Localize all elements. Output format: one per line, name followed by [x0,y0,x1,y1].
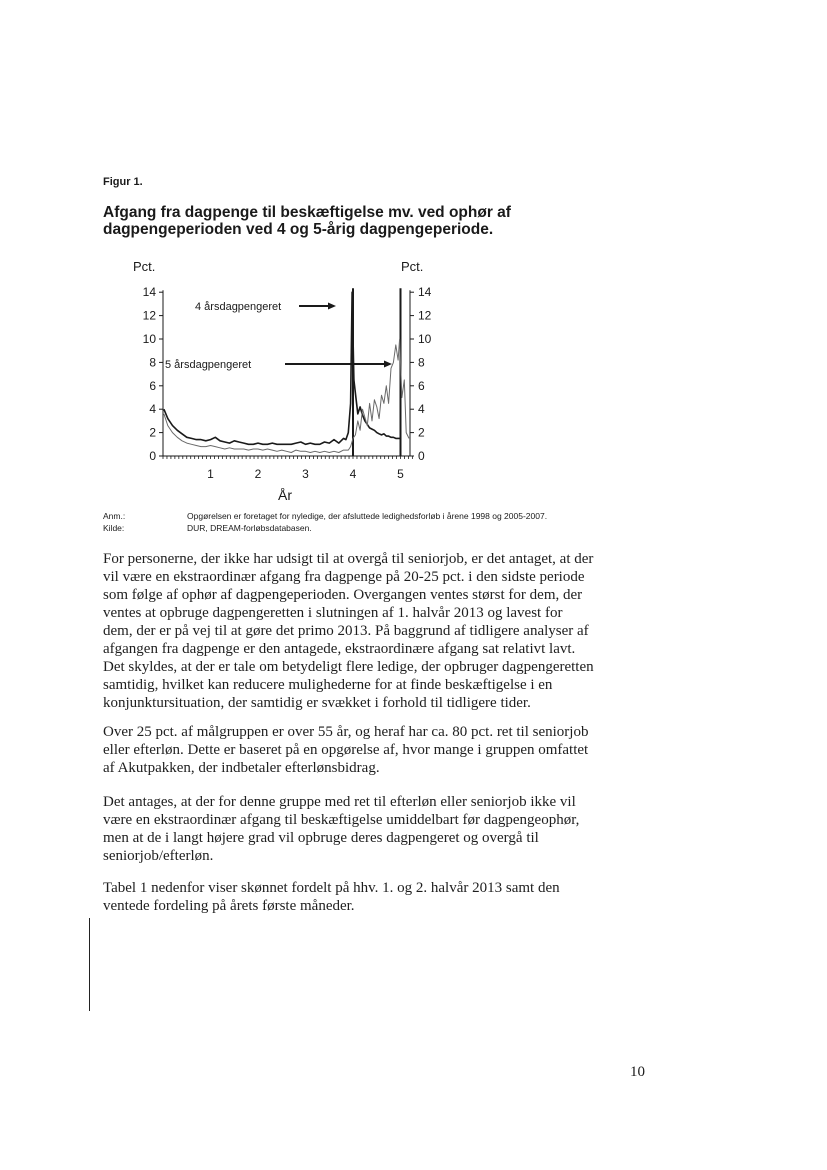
note-anm-text: Opgørelsen er foretaget for nyledige, der afsluttede ledighedsforløb i årene 1998 og 2005-2007. [187,511,548,521]
y-tick-label-right: 14 [418,285,432,300]
y-left-unit-label: Pct. [133,259,156,274]
y-tick-label-right: 8 [418,355,425,370]
y-tick-label-left: 10 [142,332,156,346]
y-tick-label-right: 4 [418,402,425,417]
y-tick-label-right: 12 [418,308,432,323]
paragraph-2: Over 25 pct. af målgruppen er over 55 år, og heraf har ca. 80 pct. ret til seniorjob eller efterløn. Dette er baseret på en opgørelse af, hvor mange i gruppen omfattet af Akutpakken, der indbetaler efterlønsbidrag. [103,724,589,776]
y-tick-label-right: 2 [418,425,425,440]
note-anm-key: Anm.: [103,511,126,521]
y-tick-label-left: 12 [142,308,156,323]
y-tick-label-left: 2 [149,425,156,440]
note-kilde-key: Kilde: [103,523,125,533]
annotation-arrow-4-year-head [328,303,336,310]
x-axis-label: År [278,487,292,503]
y-tick-label-left: 14 [142,285,156,300]
x-tick-label: 5 [397,467,404,481]
x-tick-label: 2 [254,467,262,481]
change-bar [89,918,90,1011]
y-right-unit-label: Pct. [401,259,424,274]
y-tick-label-left: 4 [149,402,156,417]
series-line-5-year [164,339,409,453]
y-tick-label-left: 8 [149,355,156,370]
x-tick-label: 1 [207,467,214,481]
figure-label: Figur 1. [103,176,143,188]
y-tick-label-left: 6 [149,378,156,393]
paragraph-3: Det antages, at der for denne gruppe med ret til efterløn eller seniorjob ikke vil være en ekstraordinær afgang til beskæftigelse umiddelbart før dagpengeophør, men at de i langt højere grad vil opbruge deres dagpengeret og overgå til seniorjob/efterløn. [103,794,580,864]
line-chart [0,0,827,520]
x-tick-label: 4 [349,467,357,481]
y-tick-label-right: 0 [418,449,425,463]
y-tick-label-right: 10 [418,332,432,346]
figure-title: Afgang fra dagpenge til beskæftigelse mv. ved ophør af dagpengeperioden ved 4 og 5-årig dagpengeperiode. [103,204,511,238]
annotation-5-year: 5 årsdagpengeret [165,359,252,371]
paragraph-1: For personerne, der ikke har udsigt til at overgå til seniorjob, er det antaget, at der vil være en ekstraordinær afgang fra dagpenge på 20-25 pct. i den sidste periode som følge af ophør af dagpengeperioden. Overgangen ventes størst for dem, der ventes at opbruge dagpengeretten i slutningen af 1. halvår 2013 og lavest for dem, der er på vej til at gøre det primo 2013. På baggrund af tidligere analyser af afgangen fra dagpenge er den antagede, ekstraordinære afgang sat relativt lavt. Det skyldes, at der er tale om betydeligt flere ledige, der opbruger dagpengeretten samtidig, hvilket kan reducere mulighederne for at finde beskæftigelse i en konjunktursituation, der samtidig er svækket i forhold til tidligere tider. [103,551,594,711]
x-tick-label: 3 [302,467,309,481]
page-number: 10 [630,1064,645,1080]
annotation-4-year: 4 årsdagpengeret [195,301,282,313]
y-tick-label-left: 0 [149,449,156,463]
annotation-arrow-5-year-head [384,361,392,368]
note-kilde-text: DUR, DREAM-forløbsdatabasen. [187,523,312,533]
y-tick-label-right: 6 [418,378,425,393]
paragraph-4: Tabel 1 nedenfor viser skønnet fordelt på hhv. 1. og 2. halvår 2013 samt den ventede fordeling på årets første måneder. [103,880,560,914]
